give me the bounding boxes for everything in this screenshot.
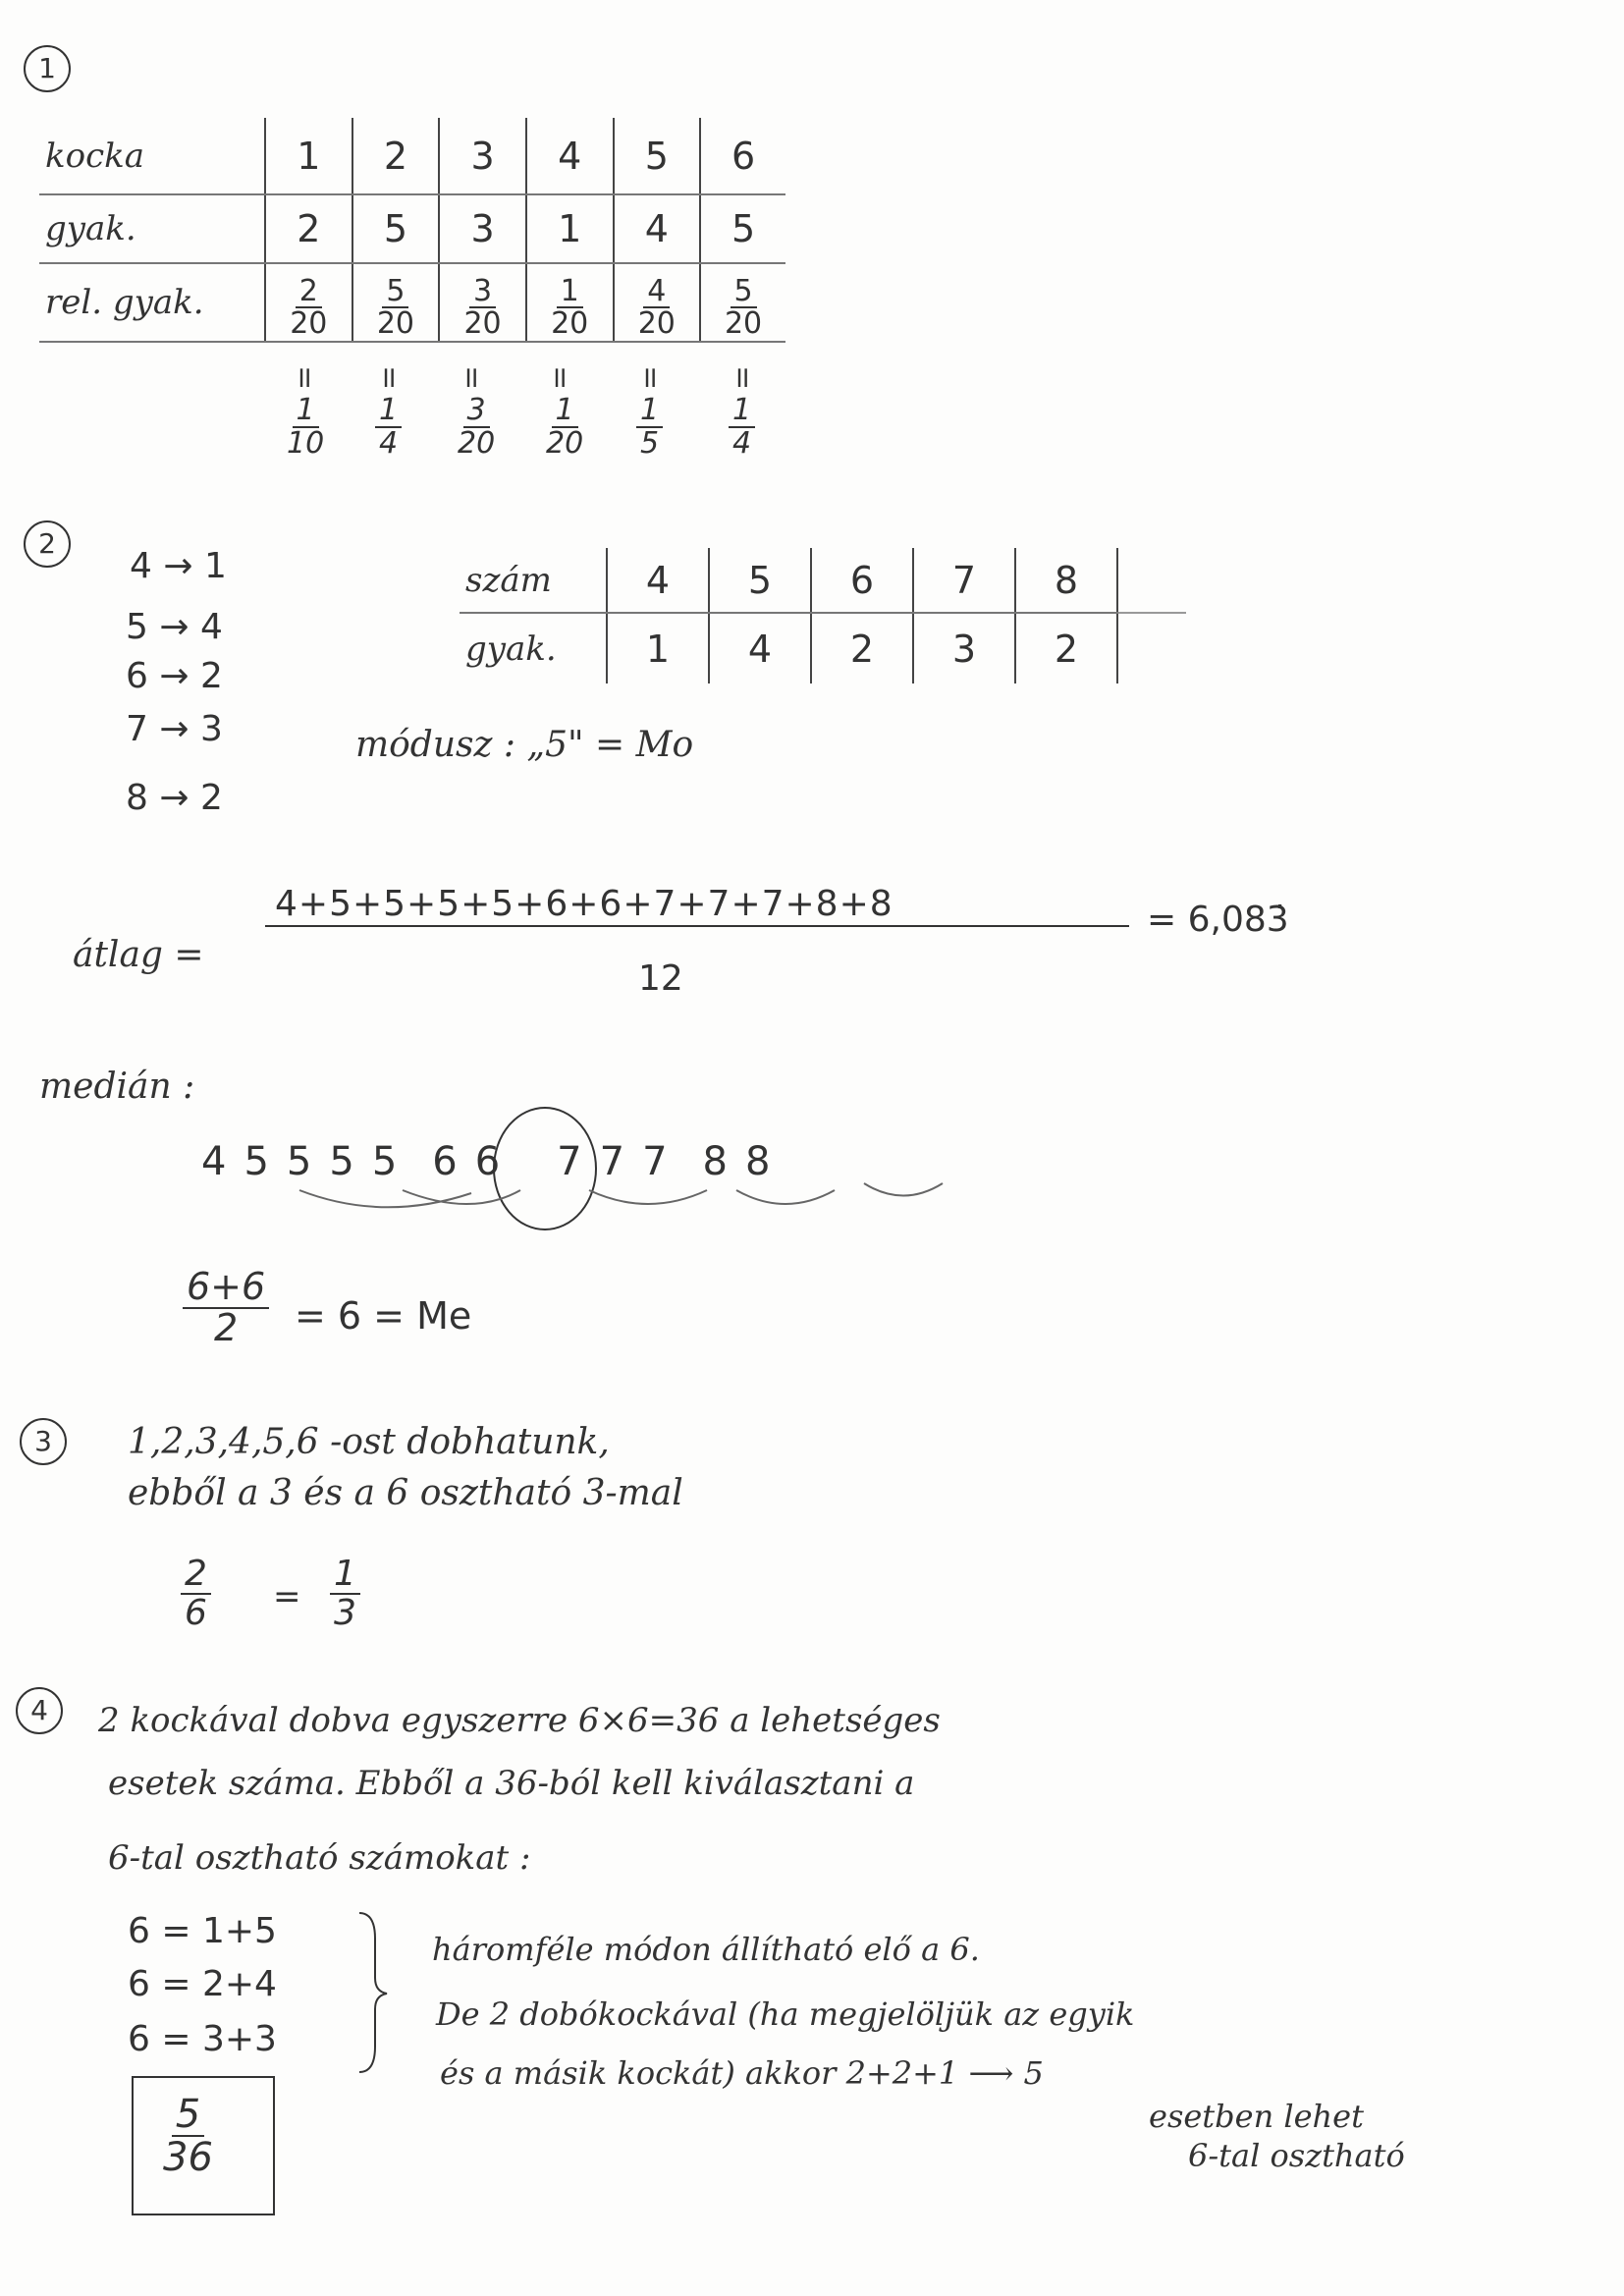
table-cell: 5 bbox=[614, 118, 701, 194]
section-2-number: 2 bbox=[24, 520, 71, 568]
atlag-result: = 6,083̇ bbox=[1147, 900, 1289, 940]
table-cell: 1 bbox=[265, 118, 352, 194]
equals-marker: ॥ bbox=[379, 360, 397, 395]
modus-text: módusz : „5" = Mo bbox=[355, 725, 694, 765]
table-cell: 3 bbox=[913, 613, 1015, 683]
sequence-value: 5 bbox=[329, 1139, 354, 1184]
equals-marker: ॥ bbox=[732, 360, 750, 395]
denominator: 20 bbox=[290, 306, 328, 341]
table-cell: 3 bbox=[439, 118, 526, 194]
table-cell: 4 bbox=[709, 613, 811, 683]
table-cell: 2 bbox=[811, 613, 913, 683]
table-cell: 2 bbox=[352, 118, 440, 194]
section-4-line-1: 2 kockával dobva egyszerre 6×6=36 a lehetséges bbox=[98, 1701, 941, 1740]
equals-marker: ॥ bbox=[461, 360, 479, 395]
median-label: medián : bbox=[39, 1066, 195, 1107]
numerator: 1 bbox=[330, 1556, 360, 1595]
table-cell: 5 bbox=[700, 194, 785, 263]
equation: 6 = 1+5 bbox=[128, 1911, 277, 1951]
table-cell: 3 bbox=[439, 194, 526, 263]
note-line: esetben lehet bbox=[1149, 2098, 1364, 2135]
note-line: De 2 dobókockával (ha megjelöljük az egyik bbox=[436, 1995, 1135, 2033]
denominator: 20 bbox=[463, 306, 502, 341]
denominator: 6 bbox=[185, 1592, 207, 1633]
numerator: 5 bbox=[382, 276, 408, 309]
numerator: 3 bbox=[469, 276, 496, 309]
pair-arc bbox=[736, 1190, 835, 1204]
mapping-line: 6 → 2 bbox=[126, 656, 223, 696]
equals-marker: ॥ bbox=[640, 360, 658, 395]
section-3-line-1: 1,2,3,4,5,6 -ost dobhatunk, bbox=[128, 1422, 610, 1462]
table-cell: 5 bbox=[352, 194, 440, 263]
table-cell: 7 bbox=[913, 548, 1015, 613]
sequence-value: 6 bbox=[474, 1139, 501, 1184]
sequence-value: 6 bbox=[432, 1139, 458, 1184]
sequence-value: 8 bbox=[702, 1139, 728, 1184]
atlag-numerator: 4+5+5+5+5+6+6+7+7+7+8+8 bbox=[275, 884, 893, 924]
note-line: és a másik kockát) akkor 2+2+1 ⟶ 5 bbox=[440, 2054, 1044, 2092]
numerator: 6+6 bbox=[183, 1268, 269, 1309]
denominator: 20 bbox=[637, 306, 676, 341]
equation: 6 = 3+3 bbox=[128, 2019, 277, 2059]
numerator: 1 bbox=[552, 395, 578, 428]
denominator: 2 bbox=[214, 1305, 239, 1349]
table-cell: 2 bbox=[265, 194, 352, 263]
sequence-value: 7 bbox=[642, 1139, 668, 1184]
median-fraction bbox=[183, 1265, 269, 1348]
denominator: 20 bbox=[724, 306, 763, 341]
denominator: 3 bbox=[334, 1592, 356, 1633]
sequence-value: 8 bbox=[744, 1139, 771, 1184]
sequence-value: 5 bbox=[371, 1139, 398, 1184]
curly-brace bbox=[353, 1909, 393, 2076]
mapping-line: 4 → 1 bbox=[130, 546, 227, 586]
table-cell: 4 bbox=[614, 194, 701, 263]
sequence-value: 4 bbox=[201, 1139, 227, 1184]
row-label: rel. gyak. bbox=[39, 263, 265, 342]
table-cell: 4 bbox=[607, 548, 709, 613]
section-1-number: 1 bbox=[24, 45, 71, 92]
pair-arc bbox=[864, 1183, 943, 1196]
sequence-value: 7 bbox=[557, 1139, 582, 1184]
numerator: 1 bbox=[729, 395, 755, 428]
table-cell: 5 bbox=[709, 548, 811, 613]
denominator: 20 bbox=[551, 306, 589, 341]
section-3-number: 3 bbox=[20, 1418, 67, 1465]
mapping-line: 5 → 4 bbox=[126, 607, 223, 647]
denominator: 10 bbox=[287, 425, 325, 461]
denominator: 36 bbox=[163, 2135, 213, 2180]
median-circle bbox=[494, 1108, 596, 1230]
row-label: szám bbox=[460, 548, 607, 613]
denominator: 20 bbox=[458, 425, 496, 461]
numerator: 1 bbox=[557, 276, 583, 309]
table-cell: 6 bbox=[811, 548, 913, 613]
table-cell: 8 bbox=[1015, 548, 1117, 613]
note-line: háromféle módon állítható elő a 6. bbox=[432, 1931, 980, 1968]
numerator: 3 bbox=[463, 395, 490, 428]
table-cell: 1 bbox=[526, 194, 614, 263]
equals-marker: ॥ bbox=[550, 360, 568, 395]
section-4-line-2: esetek száma. Ebből a 36-ból kell kiválasztani a bbox=[108, 1764, 915, 1803]
table-cell: 1 bbox=[607, 613, 709, 683]
table-cell: 2 bbox=[1015, 613, 1117, 683]
sequence-value: 7 bbox=[599, 1139, 625, 1184]
numerator: 4 bbox=[643, 276, 670, 309]
denominator: 20 bbox=[376, 306, 415, 341]
atlag-denominator: 12 bbox=[638, 958, 683, 999]
denominator: 5 bbox=[640, 425, 660, 461]
atlag-label: átlag = bbox=[73, 935, 204, 975]
denominator: 20 bbox=[546, 425, 584, 461]
table-cell: 6 bbox=[700, 118, 785, 194]
median-result: = 6 = Me bbox=[295, 1294, 472, 1338]
row-label: kocka bbox=[39, 118, 265, 194]
numerator: 2 bbox=[296, 276, 322, 309]
section-4-line-3: 6-tal osztható számokat : bbox=[108, 1838, 531, 1878]
section-4-number: 4 bbox=[16, 1687, 63, 1734]
numerator: 2 bbox=[181, 1556, 211, 1595]
row-label: gyak. bbox=[39, 194, 265, 263]
section-3-fraction-right bbox=[330, 1554, 360, 1632]
section-3-line-2: ebből a 3 és a 6 osztható 3-mal bbox=[128, 1473, 683, 1513]
mapping-line: 8 → 2 bbox=[126, 778, 223, 818]
numerator: 1 bbox=[375, 395, 402, 428]
equals-sign: = bbox=[273, 1577, 301, 1616]
numerator: 5 bbox=[731, 276, 757, 309]
section-3-fraction-left bbox=[181, 1554, 211, 1632]
note-line: 6-tal osztható bbox=[1188, 2137, 1405, 2174]
row-label: gyak. bbox=[465, 629, 557, 669]
numerator: 1 bbox=[636, 395, 663, 428]
equation: 6 = 2+4 bbox=[128, 1964, 277, 2004]
numerator: 1 bbox=[293, 395, 319, 428]
answer-fraction bbox=[159, 2092, 217, 2178]
pair-arc bbox=[299, 1190, 471, 1207]
equals-marker: ॥ bbox=[295, 360, 312, 395]
denominator: 4 bbox=[379, 425, 399, 461]
mapping-line: 7 → 3 bbox=[126, 709, 223, 749]
sequence-value: 5 bbox=[244, 1139, 269, 1184]
denominator: 4 bbox=[732, 425, 752, 461]
pair-arc bbox=[589, 1190, 707, 1204]
sequence-value: 5 bbox=[286, 1139, 312, 1184]
numerator: 5 bbox=[172, 2094, 204, 2137]
table-cell: 4 bbox=[526, 118, 614, 194]
